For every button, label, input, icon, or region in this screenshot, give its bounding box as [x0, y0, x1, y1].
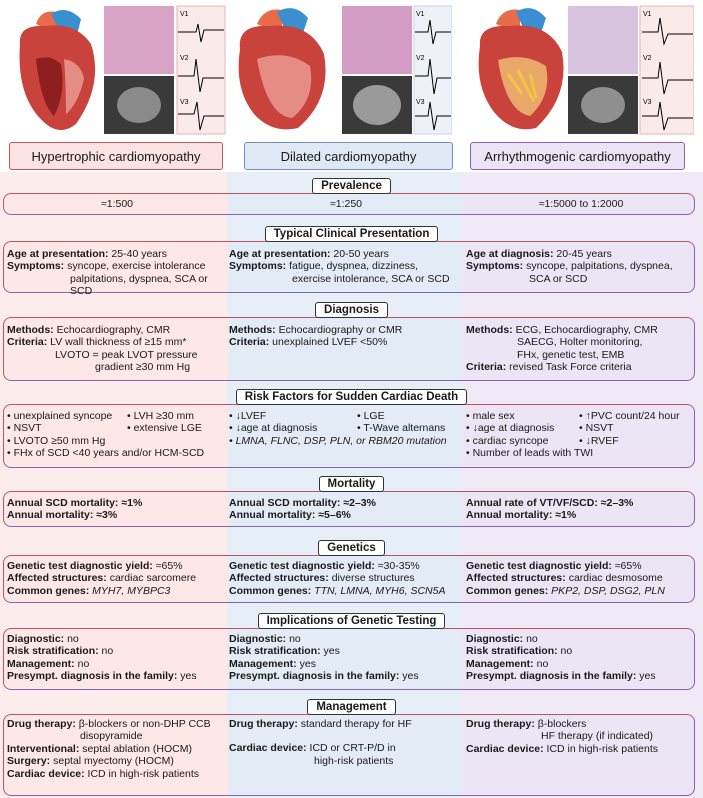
criteria-label: Criteria:	[466, 361, 507, 374]
drug-therapy-label: Drug therapy:	[229, 718, 298, 730]
ecg-lead-label: V3	[416, 99, 425, 106]
symptoms-value-cont: palpitations, dyspnea, SCA or SCD	[70, 272, 208, 298]
risk-strat-label: Risk stratification:	[466, 645, 558, 658]
criteria-value-cont: gradient ≥30 mm Hg	[95, 361, 191, 374]
criteria-label: Criteria:	[229, 336, 270, 349]
ecg-lead-label: V2	[416, 55, 425, 62]
dcm-heart-image	[239, 8, 326, 129]
mortality-label: Annual mortality:	[7, 509, 94, 522]
drug-therapy-value: standard therapy for HF	[297, 718, 412, 730]
methods-value-cont: SAECG, Holter monitoring,	[517, 336, 643, 349]
symptoms-label: Symptoms:	[466, 260, 524, 273]
mortality-value: ≈2–3%	[340, 497, 376, 509]
risk-item: • Number of leads with TWI	[466, 447, 594, 460]
management-value: no	[74, 657, 90, 670]
implications-title-wrap	[0, 613, 703, 629]
yield-value: ≈65%	[611, 560, 642, 572]
drug-therapy-label: Drug therapy:	[7, 718, 76, 730]
diagnostic-label: Diagnostic:	[466, 633, 524, 645]
criteria-value-cont: LVOTO = peak LVOT pressure	[55, 348, 198, 361]
hcm-diagnosis	[7, 324, 227, 374]
drug-therapy-value-cont: HF therapy (if indicated)	[541, 730, 654, 743]
risk-item: • ↓LVEF	[229, 410, 267, 422]
mortality-value: ≈1%	[118, 497, 143, 509]
dcm-illustration	[232, 4, 452, 136]
genes-value: TTN, LMNA, MYH6, SCN5A	[311, 584, 446, 597]
genes-label: Common genes:	[229, 584, 312, 597]
methods-value: ECG, Echocardiography, CMR	[512, 324, 658, 336]
hcm-presentation	[7, 248, 227, 298]
genes-label: Common genes:	[466, 584, 549, 597]
interventional-label: Interventional:	[7, 742, 80, 755]
criteria-value: LV wall thickness of ≥15 mm*	[47, 336, 187, 349]
risk-strat-label: Risk stratification:	[7, 645, 99, 658]
cardiac-device-value: ICD or CRT-P/D in	[306, 742, 396, 755]
structures-value: cardiac sarcomere	[106, 572, 197, 585]
dcm-diagnosis	[229, 324, 463, 349]
diagnosis-title-wrap	[0, 302, 703, 318]
presentation-title-wrap	[0, 226, 703, 242]
acm-risk-factors	[466, 410, 696, 460]
risk-item: • male sex	[466, 410, 515, 422]
symptoms-value-cont: exercise intolerance, SCA or SCD	[292, 272, 450, 285]
hcm-prevalence: ≈1:500	[100, 198, 134, 210]
drug-therapy-value: β-blockers	[534, 718, 587, 730]
presympt-value: yes	[636, 670, 656, 683]
hcm-ecg-strips	[177, 6, 225, 134]
diagnostic-value: no	[64, 633, 79, 645]
risk-item: • cardiac syncope	[466, 434, 549, 447]
risk-strat-value: no	[98, 645, 114, 658]
acm-implications	[466, 633, 696, 683]
cardiac-device-label: Cardiac device:	[466, 742, 544, 755]
dcm-mortality	[229, 497, 463, 522]
risk-title-wrap	[0, 389, 703, 405]
genes-value: PKP2, DSP, DSG2, PLN	[548, 584, 665, 597]
hcm-management	[7, 718, 227, 780]
mortality-title-wrap	[0, 476, 703, 492]
dcm-presentation	[229, 248, 463, 285]
structures-label: Affected structures:	[7, 572, 107, 585]
mortality-label: Annual rate of VT/VF/SCD:	[466, 497, 598, 509]
dcm-prevalence: ≈1:250	[329, 198, 363, 210]
dcm-management	[229, 718, 463, 767]
ecg-lead-label: V2	[643, 55, 652, 62]
hcm-genetics	[7, 560, 227, 597]
structures-value: cardiac desmosome	[565, 572, 663, 585]
mortality-label: Annual SCD mortality:	[229, 497, 341, 509]
age-value: 25-40 years	[108, 248, 167, 260]
hcm-illustration	[6, 4, 226, 136]
management-value: no	[533, 657, 549, 670]
cardiac-device-value: ICD in high-risk patients	[543, 742, 659, 755]
management-label: Management:	[7, 657, 75, 670]
mortality-title: Mortality	[319, 476, 385, 492]
methods-value-cont: FHx, genetic test, EMB	[517, 348, 625, 361]
structures-label: Affected structures:	[229, 572, 329, 585]
hcm-implications	[7, 633, 227, 683]
genetics-title: Genetics	[318, 540, 385, 556]
presympt-value: yes	[177, 670, 197, 683]
risk-item: • LGE	[357, 410, 385, 422]
risk-item: • T-Wave alternans	[357, 422, 446, 435]
interventional-value: septal ablation (HOCM)	[79, 742, 192, 755]
ecg-lead-label: V3	[180, 99, 189, 106]
diagnosis-title: Diagnosis	[315, 302, 388, 318]
acm-mortality	[466, 497, 696, 522]
acm-header: Arrhythmogenic cardiomyopathy	[470, 142, 685, 170]
acm-histology-image	[568, 6, 638, 74]
prevalence-title-wrap	[0, 178, 703, 194]
symptoms-value: syncope, palpitations, dyspnea,	[523, 260, 673, 273]
surgery-label: Surgery:	[7, 755, 51, 768]
prevalence-title: Prevalence	[312, 178, 391, 194]
management-value: yes	[296, 657, 316, 670]
hcm-mortality	[7, 497, 227, 522]
diagnostic-value: no	[286, 633, 301, 645]
criteria-label: Criteria:	[7, 336, 48, 349]
yield-label: Genetic test diagnostic yield:	[229, 560, 375, 572]
methods-label: Methods:	[229, 324, 276, 336]
risk-item: • LMNA, FLNC, DSP, PLN, or RBM20 mutation	[229, 434, 447, 447]
risk-title: Risk Factors for Sudden Cardiac Death	[236, 389, 467, 405]
risk-item: • extensive LGE	[127, 422, 202, 435]
mortality-label: Annual mortality:	[229, 509, 316, 522]
drug-therapy-value-cont: disopyramide	[80, 730, 143, 743]
age-value: 20-45 years	[553, 248, 612, 260]
yield-label: Genetic test diagnostic yield:	[7, 560, 153, 572]
risk-item: • ↓RVEF	[579, 434, 619, 447]
implications-title: Implications of Genetic Testing	[258, 613, 446, 629]
symptoms-value: fatigue, dyspnea, dizziness,	[286, 260, 419, 273]
structures-value: diverse structures	[328, 572, 415, 585]
risk-item: • LVOTO ≥50 mm Hg	[7, 434, 106, 447]
symptoms-value: syncope, exercise intolerance	[64, 260, 206, 273]
methods-label: Methods:	[7, 324, 54, 336]
ecg-lead-label: V1	[643, 11, 652, 18]
age-label: Age at presentation:	[229, 248, 331, 260]
hcm-histology-image	[104, 6, 174, 74]
dcm-implications	[229, 633, 463, 683]
mortality-value: ≈3%	[93, 509, 118, 522]
symptoms-label: Symptoms:	[7, 260, 65, 273]
drug-therapy-label: Drug therapy:	[466, 718, 535, 730]
surgery-value: septal myectomy (HOCM)	[50, 755, 174, 768]
diagnostic-label: Diagnostic:	[7, 633, 65, 645]
age-label: Age at presentation:	[7, 248, 109, 260]
cardiac-device-label: Cardiac device:	[7, 767, 85, 780]
risk-strat-label: Risk stratification:	[229, 645, 321, 658]
symptoms-label: Symptoms:	[229, 260, 287, 273]
methods-value: Echocardiography, CMR	[53, 324, 171, 336]
risk-strat-value: no	[557, 645, 573, 658]
acm-prevalence: ≈1:5000 to 1:2000	[538, 198, 624, 210]
genes-label: Common genes:	[7, 584, 90, 597]
symptoms-value-cont: SCA or SCD	[529, 272, 588, 285]
mortality-label: Annual SCD mortality:	[7, 497, 119, 509]
dcm-ecg-strips	[414, 6, 452, 134]
genetics-title-wrap	[0, 540, 703, 556]
risk-item: • LVH ≥30 mm	[127, 410, 195, 422]
risk-item: • ↓age at diagnosis	[466, 422, 555, 435]
mortality-value: ≈2–3%	[597, 497, 634, 509]
acm-illustration	[474, 4, 694, 136]
risk-item: • ↑PVC count/24 hour	[579, 410, 680, 422]
risk-strat-value: yes	[320, 645, 340, 658]
diagnostic-label: Diagnostic:	[229, 633, 287, 645]
risk-item: • unexplained syncope	[7, 410, 113, 422]
drug-therapy-value: β-blockers or non-DHP CCB	[75, 718, 211, 730]
risk-item	[127, 435, 227, 447]
dcm-histology-image	[342, 6, 412, 74]
presentation-title: Typical Clinical Presentation	[265, 226, 439, 242]
acm-heart-image	[479, 8, 564, 129]
dcm-genetics	[229, 560, 463, 597]
hcm-heart-image	[20, 10, 96, 130]
ecg-lead-label: V1	[180, 11, 189, 18]
management-label: Management:	[466, 657, 534, 670]
methods-label: Methods:	[466, 324, 513, 336]
methods-value: Echocardiography or CMR	[275, 324, 403, 336]
hcm-risk-factors	[7, 410, 227, 460]
cardiac-device-value-cont: high-risk patients	[314, 754, 394, 767]
risk-item: • NSVT	[7, 422, 42, 435]
risk-item: • ↓age at diagnosis	[229, 422, 318, 435]
acm-presentation	[466, 248, 696, 285]
yield-label: Genetic test diagnostic yield:	[466, 560, 612, 572]
risk-item: • FHx of SCD <40 years and/or HCM-SCD	[7, 447, 205, 460]
acm-diagnosis	[466, 324, 696, 374]
genes-value: MYH7, MYBPC3	[89, 584, 171, 597]
structures-label: Affected structures:	[466, 572, 566, 585]
yield-value: ≈30-35%	[374, 560, 420, 572]
management-title-wrap	[0, 699, 703, 715]
acm-ecg-strips	[640, 6, 694, 134]
management-title: Management	[307, 699, 395, 715]
risk-item: • NSVT	[579, 422, 614, 435]
criteria-value: revised Task Force criteria	[506, 361, 632, 374]
age-label: Age at diagnosis:	[466, 248, 554, 260]
acm-management	[466, 718, 696, 755]
cardiac-device-label: Cardiac device:	[229, 742, 307, 755]
dcm-risk-factors	[229, 410, 463, 447]
ecg-lead-label: V3	[643, 99, 652, 106]
ecg-lead-label: V2	[180, 55, 189, 62]
presympt-label: Presympt. diagnosis in the family:	[229, 670, 400, 683]
cardiac-device-value: ICD in high-risk patients	[84, 767, 200, 780]
ecg-lead-label: V1	[416, 11, 425, 18]
acm-genetics	[466, 560, 696, 597]
mortality-value: ≈1%	[552, 509, 577, 522]
dcm-header: Dilated cardiomyopathy	[244, 142, 453, 170]
mortality-value: ≈5–6%	[315, 509, 351, 522]
criteria-value: unexplained LVEF <50%	[269, 336, 388, 349]
yield-value: ≈65%	[152, 560, 183, 572]
presympt-value: yes	[399, 670, 419, 683]
presympt-label: Presympt. diagnosis in the family:	[466, 670, 637, 683]
management-label: Management:	[229, 657, 297, 670]
diagnostic-value: no	[523, 633, 538, 645]
age-value: 20-50 years	[330, 248, 389, 260]
presympt-label: Presympt. diagnosis in the family:	[7, 670, 178, 683]
hcm-header: Hypertrophic cardiomyopathy	[9, 142, 223, 170]
mortality-label: Annual mortality:	[466, 509, 553, 522]
